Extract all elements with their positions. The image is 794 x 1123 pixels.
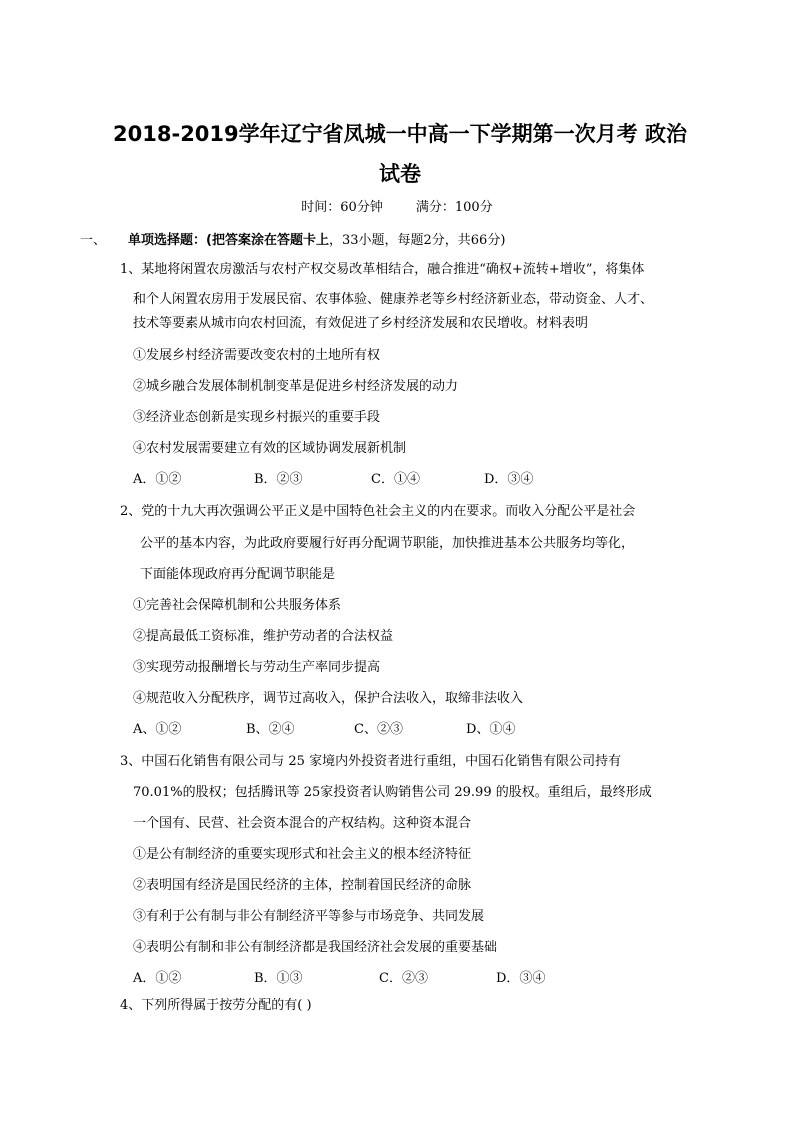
statement-item: ③实现劳动报酬增长与劳动生产率同步提高 (133, 660, 381, 675)
option-b: B．①③ (254, 971, 303, 986)
exam-meta (0, 198, 794, 218)
statement-item: ③有利于公有制与非公有制经济平等参与市场竞争、共同发展 (133, 909, 485, 924)
question-stem-line: 70.01%的股权；包括腾讯等 25家投资者认购销售公司 29.99 的股权。重组后，最终形成 (133, 785, 652, 800)
time-limit: 时间：60分钟 (301, 200, 383, 215)
statement-item: ③经济业态创新是实现乡村振兴的重要手段 (133, 410, 381, 425)
option-a: A．①② (133, 971, 182, 986)
question-stem-line: 1、某地将闲置农房激活与农村产权交易改革相结合，融合推进“确权+流转+增收”，将集体 (120, 262, 645, 277)
section-note: ，33小题，每题2分，共66分) (328, 233, 506, 248)
question-stem-line: 公平的基本内容，为此政府要履行好再分配调节职能，加快推进基本公共服务均等化， (140, 536, 635, 551)
option-d: D．③④ (496, 971, 546, 986)
statement-item: ④规范收入分配秩序，调节过高收入，保护合法收入，取缔非法收入 (133, 691, 524, 706)
question-stem-line: 2、党的十九大再次强调公平正义是中国特色社会主义的内在要求。而收入分配公平是社会 (120, 504, 636, 519)
option-b: B．②③ (254, 472, 303, 487)
option-b: B、②④ (246, 722, 295, 737)
statement-item: ②提高最低工资标准，维护劳动者的合法权益 (133, 629, 394, 644)
full-score: 满分：100分 (415, 200, 493, 215)
question-stem-line: 技术等要素从城市向农村回流，有效促进了乡村经济发展和农民增收。材料表明 (133, 316, 589, 331)
section-heading (80, 231, 505, 251)
statement-item: ④农村发展需要建立有效的区域协调发展新机制 (133, 441, 407, 456)
option-c: C．①④ (371, 472, 420, 487)
option-a: A．①② (133, 472, 182, 487)
option-a: A、①② (133, 722, 182, 737)
page-title-continued: 试卷 (379, 162, 421, 186)
question-stem-line: 和个人闲置农房用于发展民宿、农事体验、健康养老等乡村经济新业态，带动资金、人才、 (133, 292, 654, 307)
statement-item: ②表明国有经济是国民经济的主体，控制着国民经济的命脉 (133, 878, 472, 893)
section-number: 一、 (80, 233, 107, 248)
page-title: 2018-2019学年辽宁省凤城一中高一下学期第一次月考 政治 (113, 122, 687, 146)
section-title: 单项选择题：(把答案涂在答题卡上 (128, 233, 329, 248)
option-d: D、①④ (466, 722, 516, 737)
statement-item: ④表明公有制和非公有制经济都是我国经济社会发展的重要基础 (133, 940, 498, 955)
option-c: C．②③ (379, 971, 428, 986)
question-stem-line: 3、中国石化销售有限公司与 25 家境内外投资者进行重组，中国石化销售有限公司持有 (120, 754, 622, 769)
statement-item: ①完善社会保障机制和公共服务体系 (133, 598, 342, 613)
statement-item: ①是公有制经济的重要实现形式和社会主义的根本经济特征 (133, 847, 472, 862)
question-stem-line: 下面能体现政府再分配调节职能是 (140, 567, 336, 582)
statement-item: ①发展乡村经济需要改变农村的土地所有权 (133, 348, 381, 363)
option-c: C、②③ (354, 722, 403, 737)
option-d: D．③④ (484, 472, 534, 487)
statement-item: ②城乡融合发展体制机制变革是促进乡村经济发展的动力 (133, 379, 459, 394)
question-stem-line: 一个国有、民营、社会资本混合的产权结构。这种资本混合 (133, 816, 472, 831)
question-stem-line: 4、下列所得属于按劳分配的有( ) (120, 998, 312, 1013)
